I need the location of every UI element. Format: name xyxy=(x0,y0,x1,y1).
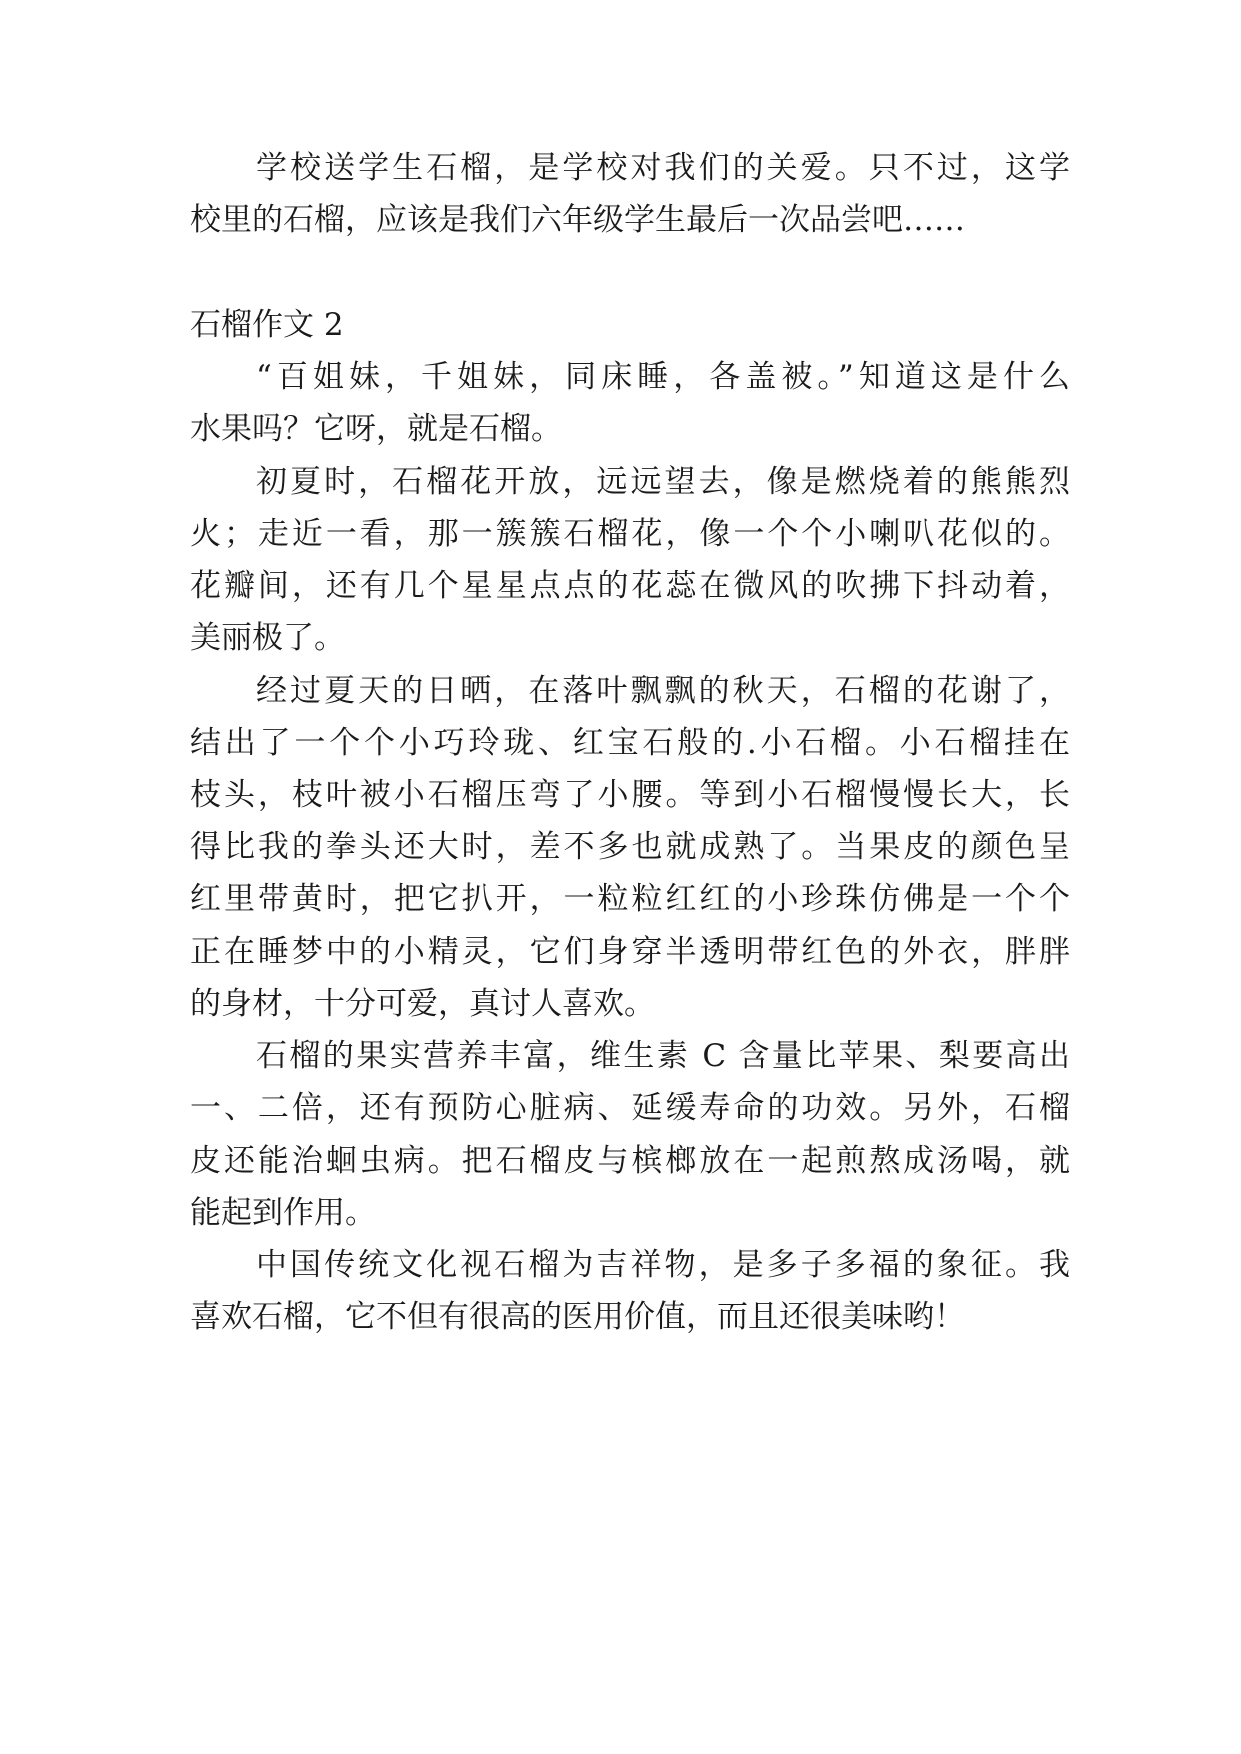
intro-line-1: 学校送学生石榴，是学校对我们的关爱。只不过，这学 xyxy=(256,150,1070,186)
paragraph-1-line-1: “百姐妹，千姐妹，同床睡，各盖被。”知道这是什么 xyxy=(256,359,1070,395)
paragraph-3-line-6: 正在睡梦中的小精灵，它们身穿半透明带红色的外衣，胖胖 xyxy=(190,934,1070,970)
paragraph-5-line-2: 喜欢石榴，它不但有很高的医用价值，而且还很美味哟！ xyxy=(190,1299,965,1335)
paragraph-3-line-5: 红里带黄时，把它扒开，一粒粒红红的小珍珠仿佛是一个个 xyxy=(190,881,1070,917)
paragraph-4-line-1: 石榴的果实营养丰富，维生素 C 含量比苹果、梨要高出 xyxy=(256,1038,1070,1074)
paragraph-4-line-2: 一、二倍，还有预防心脏病、延缓寿命的功效。另外，石榴 xyxy=(190,1090,1070,1126)
paragraph-3-line-3: 枝头，枝叶被小石榴压弯了小腰。等到小石榴慢慢长大，长 xyxy=(190,777,1070,813)
paragraph-3-line-2: 结出了一个个小巧玲珑、红宝石般的.小石榴。小石榴挂在 xyxy=(190,725,1070,761)
paragraph-2-line-2: 火；走近一看，那一簇簇石榴花，像一个个小喇叭花似的。 xyxy=(190,516,1070,552)
paragraph-2-line-3: 花瓣间，还有几个星星点点的花蕊在微风的吹拂下抖动着， xyxy=(190,568,1070,604)
intro-line-2: 校里的石榴，应该是我们六年级学生最后一次品尝吧…… xyxy=(190,202,965,238)
paragraph-3-line-7: 的身材，十分可爱，真讨人喜欢。 xyxy=(190,986,655,1022)
paragraph-4-line-3: 皮还能治蛔虫病。把石榴皮与槟榔放在一起煎熬成汤喝，就 xyxy=(190,1143,1070,1179)
paragraph-3-line-1: 经过夏天的日晒，在落叶飘飘的秋天，石榴的花谢了， xyxy=(256,673,1070,709)
paragraph-5-line-1: 中国传统文化视石榴为吉祥物，是多子多福的象征。我 xyxy=(256,1247,1070,1283)
paragraph-3-line-4: 得比我的拳头还大时，差不多也就成熟了。当果皮的颜色呈 xyxy=(190,829,1070,865)
paragraph-1-line-2: 水果吗？它呀，就是石榴。 xyxy=(190,411,562,447)
paragraph-2-line-1: 初夏时，石榴花开放，远远望去，像是燃烧着的熊熊烈 xyxy=(256,464,1070,500)
section-title: 石榴作文 2 xyxy=(190,307,344,343)
paragraph-4-line-4: 能起到作用。 xyxy=(190,1195,376,1231)
paragraph-2-line-4: 美丽极了。 xyxy=(190,620,345,656)
